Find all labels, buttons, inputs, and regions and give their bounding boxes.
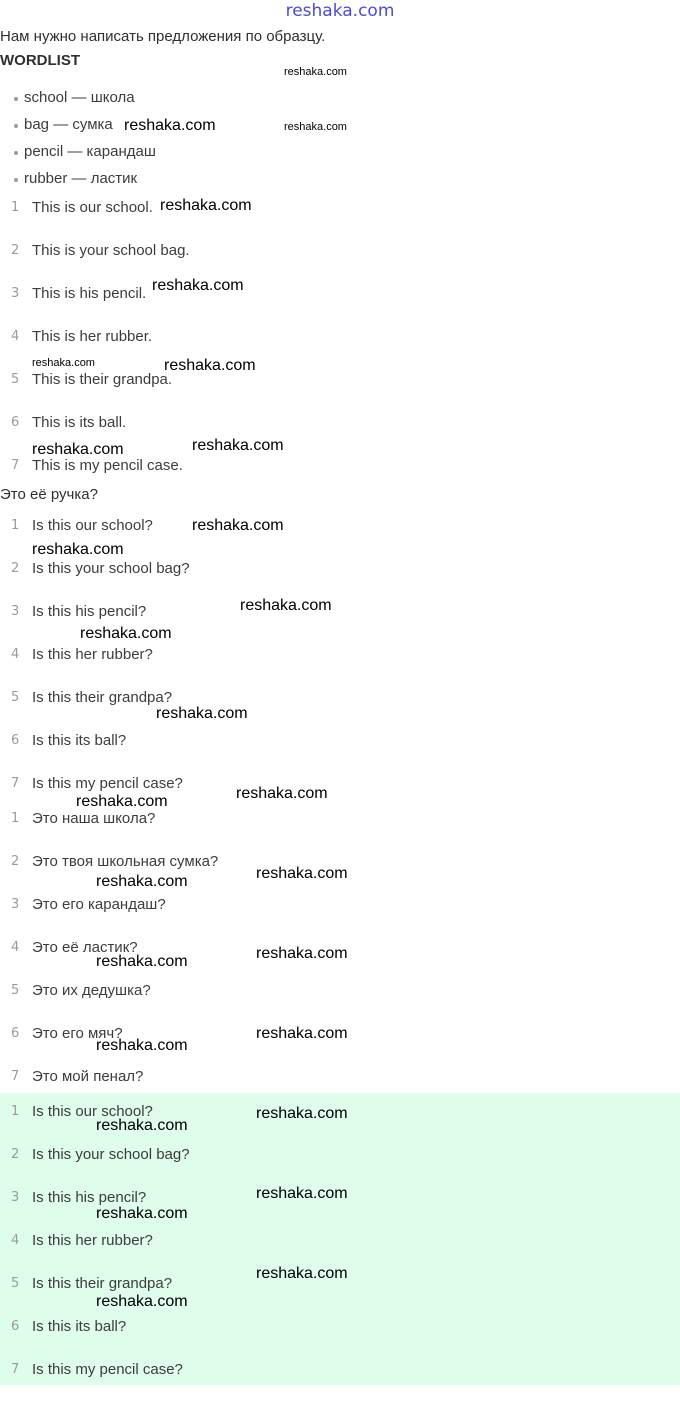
item-number: 2 [11,1147,20,1162]
item-text: Is this their grandpa? [32,1275,173,1292]
watermark: reshaka.com [256,1265,348,1282]
item-number: 1 [11,518,20,533]
watermark: reshaka.com [96,1205,188,1222]
item-text: This is their grandpa. [32,371,173,388]
item-number: 5 [11,1276,20,1291]
item-text: Is this her rubber? [32,1232,153,1249]
watermark: reshaka.com [240,597,332,614]
item-text: Это твоя школьная сумка? [32,853,219,870]
item-text: Is this our school? [32,1103,153,1120]
item-text: Is this its ball? [32,1318,127,1335]
watermark: reshaka.com [256,1025,348,1042]
item-text: Is this her rubber? [32,646,153,663]
item-number: 7 [11,776,20,791]
watermark: reshaka.com [256,1185,348,1202]
item-number: 3 [11,286,20,301]
item-number: 4 [11,1233,20,1248]
item-text: Is this his pencil? [32,1189,147,1206]
item-number: 2 [11,243,20,258]
watermark: reshaka.com [256,865,348,882]
wordlist [0,88,156,196]
watermark: reshaka.com [124,117,216,134]
item-number: 7 [11,1362,20,1377]
item-number: 5 [11,690,20,705]
item-number: 4 [11,647,20,662]
item-number: 3 [11,1190,20,1205]
item-text: Is this their grandpa? [32,689,173,706]
item-text: This is his pencil. [32,285,147,302]
watermark: reshaka.com [256,1105,348,1122]
item-number: 7 [11,458,20,473]
watermark: reshaka.com [160,197,252,214]
item-text: This is your school bag. [32,242,190,259]
item-number: 3 [11,897,20,912]
item-text: Это её ластик? [32,939,138,956]
watermark: reshaka.com [236,785,328,802]
watermark: reshaka.com [164,357,256,374]
item-number: 4 [11,329,20,344]
item-number: 6 [11,733,20,748]
watermark: reshaka.com [284,66,347,78]
item-number: 5 [11,983,20,998]
watermark: reshaka.com [256,945,348,962]
watermark: reshaka.com [192,437,284,454]
watermark: reshaka.com [32,357,95,369]
item-text: Is this your school bag? [32,560,190,577]
item-text: Это его мяч? [32,1025,123,1042]
item-text: Is this his pencil? [32,603,147,620]
item-number: 4 [11,940,20,955]
watermark: reshaka.com [96,873,188,890]
item-number: 1 [11,200,20,215]
item-text: Is this my pencil case? [32,1361,183,1378]
intro-text: Нам нужно написать предложения по образцу. [0,28,326,45]
watermark: reshaka.com [96,1117,188,1134]
watermark: reshaka.com [284,121,347,133]
item-text: Это мой пенал? [32,1068,144,1085]
item-text: Это его карандаш? [32,896,166,913]
item-number: 3 [11,604,20,619]
watermark: reshaka.com [96,1293,188,1310]
wordlist-item: school — школа [0,88,156,115]
wordlist-item: bag — сумка [0,115,156,142]
item-number: 6 [11,415,20,430]
item-number: 6 [11,1026,20,1041]
item-number: 1 [11,811,20,826]
item-text: Is this its ball? [32,732,127,749]
item-text: Это наша школа? [32,810,156,827]
watermark: reshaka.com [32,541,124,558]
watermark: reshaka.com [192,517,284,534]
item-number: 2 [11,561,20,576]
item-text: This is her rubber. [32,328,153,345]
watermark: reshaka.com [76,793,168,810]
item-number: 6 [11,1319,20,1334]
item-number: 5 [11,372,20,387]
wordlist-item: pencil — карандаш [0,142,156,169]
item-text: Is this our school? [32,517,153,534]
watermark: reshaka.com [152,277,244,294]
watermark: reshaka.com [96,953,188,970]
item-number: 1 [11,1104,20,1119]
item-text: This is its ball. [32,414,127,431]
item-text: This is our school. [32,199,153,216]
item-text: This is my pencil case. [32,457,183,474]
item-text: Is this my pencil case? [32,775,183,792]
wordlist-item: rubber — ластик [0,169,156,196]
watermark: reshaka.com [156,705,248,722]
item-text: Is this your school bag? [32,1146,190,1163]
item-number: 2 [11,854,20,869]
watermark: reshaka.com [32,441,124,458]
watermark: reshaka.com [80,625,172,642]
sample-label: Это её ручка? [0,486,98,503]
item-text: Это их дедушка? [32,982,151,999]
answer-block [0,1093,680,1385]
item-number: 7 [11,1069,20,1084]
watermark: reshaka.com [96,1037,188,1054]
site-header-link[interactable]: reshaka.com [285,1,395,21]
wordlist-title: WORDLIST [0,52,80,69]
